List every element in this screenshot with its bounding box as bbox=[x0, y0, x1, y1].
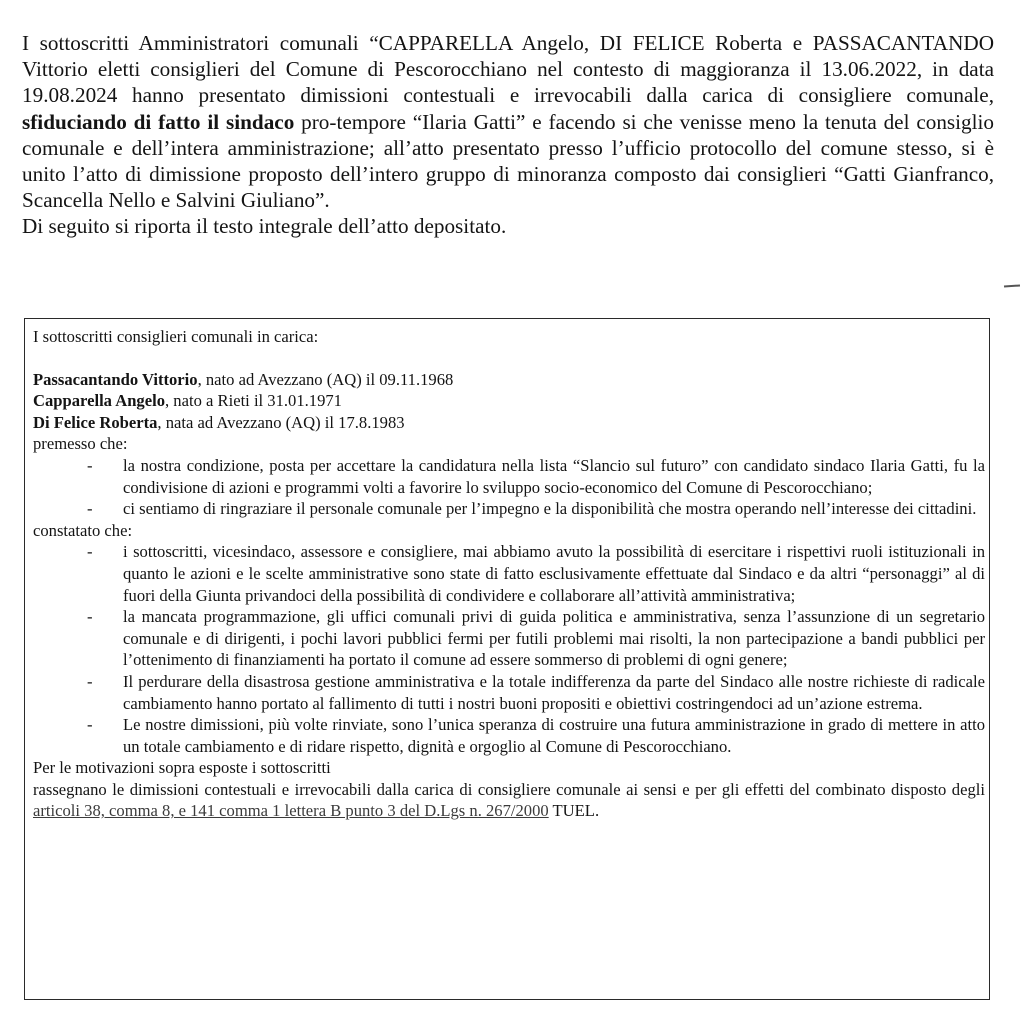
person-name: Passacantando Vittorio bbox=[33, 369, 198, 389]
closing-paragraph bbox=[33, 779, 985, 822]
closing-line: Per le motivazioni sopra esposte i sottoscritti bbox=[33, 758, 331, 778]
list-item: - la mancata programmazione, gli uffici comunali privi di guida politica e amministrativa, senza l’assunzione di un segretario comunale e di dirigenti, i pochi lavori pubblici fermi per futili problemi mai risolti, la non partecipazione a bandi pubblici per l’ottenimento di finanziamenti ha portato il comune ad essere sommerso di problemi di ogni genere; bbox=[123, 606, 985, 671]
scan-mark bbox=[1004, 284, 1020, 287]
act-header: I sottoscritti consiglieri comunali in carica: bbox=[33, 327, 319, 346]
intro-text-part: I sottoscritti Amministratori comunali “CAPPARELLA Angelo, DI FELICE Roberta e PASSACANTANDO Vittorio eletti consiglieri del Comune di Pescorocchiano nel contesto di maggioranza il 13.06.2022, in data 19.08.2024 hanno presentato dimissioni contestuali e irrevocabili dalla carica di consigliere comunale, bbox=[22, 31, 994, 108]
person-line bbox=[33, 369, 985, 391]
list-item: - Il perdurare della disastrosa gestione amministrativa e la totale indifferenza da parte del Sindaco alle nostre richieste di radicale cambiamento hanno portato al fallimento di tutti i nostri buoni propositi e obiettivi costringendoci ad un’azione estrema. bbox=[123, 671, 985, 714]
person-details: , nato a Rieti il 31.01.1971 bbox=[165, 391, 342, 411]
quoted-act-box bbox=[24, 318, 990, 1000]
closing-text: rassegnano le dimissioni contestuali e irrevocabili dalla carica di consigliere comunale ai sensi e per gli effetti del combinato disposto degli bbox=[33, 779, 985, 799]
intro-note: Di seguito si riporta il testo integrale dell’atto depositato. bbox=[22, 214, 507, 239]
list-item: - Le nostre dimissioni, più volte rinviate, sono l’unica speranza di costruire una futura amministrazione in grado di mettere in atto un totale cambiamento e di ridare rispetto, dignità e orgoglio al Comune di Pescorocchiano. bbox=[123, 714, 985, 757]
constatato-list bbox=[33, 541, 985, 757]
premesso-label: premesso che: bbox=[33, 434, 128, 454]
constatato-label: constatato che: bbox=[33, 520, 133, 540]
spacer bbox=[33, 348, 985, 369]
person-line bbox=[33, 412, 985, 434]
person-line bbox=[33, 390, 985, 412]
premesso-list bbox=[33, 455, 985, 520]
person-name: Di Felice Roberta bbox=[33, 412, 158, 432]
list-item: - ci sentiamo di ringraziare il personale comunale per l’impegno e la disponibilità che mostra operando nell’interesse dei cittadini. bbox=[123, 498, 985, 520]
person-name: Capparella Angelo bbox=[33, 391, 165, 411]
intro-text bbox=[22, 30, 994, 240]
intro-paragraph bbox=[22, 30, 994, 213]
person-details: , nato ad Avezzano (AQ) il 09.11.1968 bbox=[197, 369, 454, 389]
person-details: , nata ad Avezzano (AQ) il 17.8.1983 bbox=[157, 412, 405, 432]
list-item: - la nostra condizione, posta per accettare la candidatura nella lista “Slancio sul futuro” con candidato sindaco Ilaria Gatti, fu la condivisione di azioni e programmi volti a favorire lo sviluppo socio-economico del Comune di Pescorocchiano; bbox=[123, 455, 985, 498]
intro-bold-text: sfiduciando di fatto il sindaco bbox=[22, 109, 295, 134]
list-item: - i sottoscritti, vicesindaco, assessore e consigliere, mai abbiamo avuto la possibilità di esercitare i rispettivi ruoli istituzionali in quanto le azioni e le scelte amministrative sono state di fatto esclusivamente effettuate dal Sindaco e da altri “personaggi” al di fuori della Giunta privandoci della possibilità di condividere e collaborare all’attività amministrativa; bbox=[123, 541, 985, 606]
intro-text-part: pro-tempore “Ilaria Gatti” e facendo si che venisse meno la tenuta del consiglio comunale e dell’intera amministrazione; all’atto presentato presso l’ufficio protocollo del comune stesso, si è unito l’atto di dimissione proposto dell’intero gruppo di minoranza composto dai consiglieri “Gatti Gianfranco, Scancella Nello e Salvini Giuliano”. bbox=[22, 109, 994, 213]
closing-suffix: TUEL. bbox=[552, 801, 600, 821]
law-reference-link[interactable]: articoli 38, comma 8, e 141 comma 1 lettera B punto 3 del D.Lgs n. 267/2000 bbox=[33, 801, 549, 821]
